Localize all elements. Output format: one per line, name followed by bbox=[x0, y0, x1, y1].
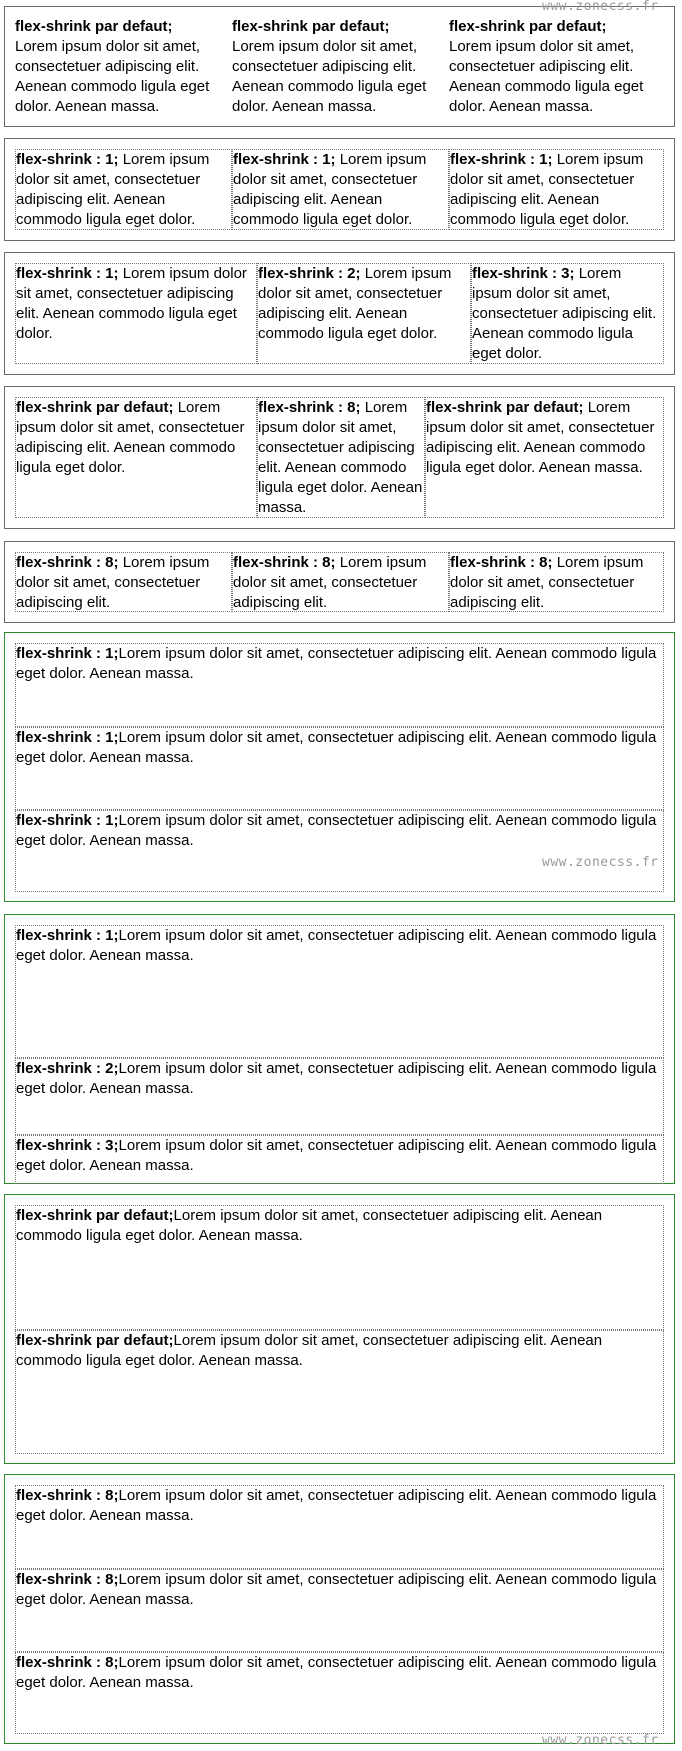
item-text: Lorem ipsum dolor sit amet, consectetuer adipiscing elit. Aenean commodo ligula eget dolor. Aenean massa. bbox=[16, 1060, 657, 1097]
item-label: flex-shrink : 8; bbox=[16, 1654, 119, 1671]
demo-box-1 bbox=[4, 6, 675, 127]
flex-item bbox=[15, 643, 664, 727]
flex-item bbox=[15, 1652, 664, 1734]
watermark-middle: www.zonecss.fr bbox=[542, 855, 659, 870]
demo-box-4 bbox=[4, 386, 675, 529]
flex-item bbox=[15, 925, 664, 1058]
item-text: Lorem ipsum dolor sit amet, consectetuer adipiscing elit. Aenean commodo ligula eget dolor. Aenean massa. bbox=[16, 1654, 657, 1691]
flex-item bbox=[15, 1135, 664, 1184]
item-text: Lorem ipsum dolor sit amet, consectetuer adipiscing elit. Aenean commodo ligula eget dolor. Aenean massa. bbox=[16, 927, 657, 964]
item-label: flex-shrink : 1; bbox=[16, 927, 119, 944]
item-label: flex-shrink : 2; bbox=[16, 1060, 119, 1077]
item-label: flex-shrink par defaut; bbox=[16, 399, 174, 416]
item-text: Lorem ipsum dolor sit amet, consectetuer adipiscing elit. Aenean commodo ligula eget dolor. Aenean massa. bbox=[16, 645, 657, 682]
item-text: Lorem ipsum dolor sit amet, consectetuer adipiscing elit. Aenean commodo ligula eget dolor. Aenean massa. bbox=[258, 399, 423, 516]
item-label: flex-shrink : 8; bbox=[16, 554, 119, 571]
demo-box-7 bbox=[4, 914, 675, 1184]
item-label: flex-shrink : 8; bbox=[16, 1487, 119, 1504]
item-label: flex-shrink : 1; bbox=[16, 812, 119, 829]
flex-item bbox=[232, 552, 449, 612]
item-label: flex-shrink : 1; bbox=[450, 151, 553, 168]
flex-item bbox=[15, 727, 664, 810]
item-label: flex-shrink : 3; bbox=[472, 265, 575, 282]
item-text: Lorem ipsum dolor sit amet, consectetuer adipiscing elit. Aenean commodo ligula eget dolor. bbox=[233, 151, 427, 228]
item-text: Lorem ipsum dolor sit amet, consectetuer adipiscing elit. Aenean commodo ligula eget dolor. Aenean massa. bbox=[232, 38, 427, 115]
flex-item bbox=[471, 263, 664, 364]
item-text: Lorem ipsum dolor sit amet, consectetuer adipiscing elit. Aenean commodo ligula eget dolor. bbox=[16, 151, 210, 228]
item-label: flex-shrink : 8; bbox=[450, 554, 553, 571]
flex-item bbox=[15, 17, 232, 136]
item-text: Lorem ipsum dolor sit amet, consectetuer adipiscing elit. Aenean commodo ligula eget dolor. Aenean massa. bbox=[16, 1207, 603, 1244]
flex-item bbox=[15, 1569, 664, 1652]
item-label: flex-shrink par defaut; bbox=[16, 1207, 174, 1224]
flex-item bbox=[232, 149, 449, 230]
item-label: flex-shrink : 1; bbox=[16, 645, 119, 662]
demo-box-9 bbox=[4, 1474, 675, 1744]
item-text: Lorem ipsum dolor sit amet, consectetuer adipiscing elit. Aenean commodo ligula eget dolor. Aenean massa. bbox=[426, 399, 655, 476]
item-text: Lorem ipsum dolor sit amet, consectetuer adipiscing elit. bbox=[450, 554, 644, 611]
flex-item bbox=[449, 149, 664, 230]
item-label: flex-shrink : 1; bbox=[16, 729, 119, 746]
flex-item bbox=[425, 397, 664, 518]
item-label: flex-shrink : 1; bbox=[16, 151, 119, 168]
flex-item bbox=[257, 397, 425, 518]
flex-item bbox=[15, 1485, 664, 1569]
flex-item bbox=[15, 552, 232, 612]
flex-item bbox=[15, 1058, 664, 1135]
flex-item bbox=[15, 1330, 664, 1454]
item-text: Lorem ipsum dolor sit amet, consectetuer adipiscing elit. Aenean commodo ligula eget dolor. Aenean massa. bbox=[15, 38, 210, 115]
item-text: Lorem ipsum dolor sit amet, consectetuer adipiscing elit. Aenean commodo ligula eget dolor. Aenean massa. bbox=[449, 38, 644, 115]
demo-box-8 bbox=[4, 1194, 675, 1464]
item-text: Lorem ipsum dolor sit amet, consectetuer adipiscing elit. Aenean commodo ligula eget dolor. bbox=[16, 399, 245, 476]
item-text: Lorem ipsum dolor sit amet, consectetuer adipiscing elit. Aenean commodo ligula eget dolor. Aenean massa. bbox=[16, 812, 657, 849]
flex-item bbox=[232, 17, 449, 136]
item-label: flex-shrink par defaut; bbox=[16, 1332, 174, 1349]
item-label: flex-shrink : 1; bbox=[233, 151, 336, 168]
flex-item bbox=[257, 263, 471, 364]
flex-item bbox=[449, 552, 664, 612]
item-text: Lorem ipsum dolor sit amet, consectetuer adipiscing elit. bbox=[16, 554, 210, 611]
item-text: Lorem ipsum dolor sit amet, consectetuer adipiscing elit. Aenean commodo ligula eget dolor. bbox=[16, 265, 247, 342]
item-label: flex-shrink par defaut; bbox=[449, 18, 607, 35]
item-label: flex-shrink : 1; bbox=[16, 265, 119, 282]
item-label: flex-shrink par defaut; bbox=[426, 399, 584, 416]
demo-box-3 bbox=[4, 252, 675, 375]
item-text: Lorem ipsum dolor sit amet, consectetuer adipiscing elit. Aenean commodo ligula eget dolor. bbox=[450, 151, 644, 228]
item-label: flex-shrink : 8; bbox=[16, 1571, 119, 1588]
flex-item bbox=[15, 810, 664, 892]
flex-item bbox=[15, 1205, 664, 1330]
item-label: flex-shrink : 8; bbox=[258, 399, 361, 416]
flex-item bbox=[449, 17, 664, 136]
flex-item bbox=[15, 149, 232, 230]
item-text: Lorem ipsum dolor sit amet, consectetuer adipiscing elit. Aenean commodo ligula eget dolor. Aenean massa. bbox=[16, 1571, 657, 1608]
item-text: Lorem ipsum dolor sit amet, consectetuer adipiscing elit. Aenean commodo ligula eget dolor. Aenean massa. bbox=[16, 1487, 657, 1524]
item-text: Lorem ipsum dolor sit amet, consectetuer adipiscing elit. Aenean commodo ligula eget dolor. Aenean massa. bbox=[16, 1332, 603, 1369]
watermark-bottom: www.zonecss.fr bbox=[542, 1733, 659, 1748]
item-label: flex-shrink par defaut; bbox=[232, 18, 390, 35]
item-text: Lorem ipsum dolor sit amet, consectetuer adipiscing elit. Aenean commodo ligula eget dolor. bbox=[258, 265, 452, 342]
item-label: flex-shrink : 8; bbox=[233, 554, 336, 571]
item-text: Lorem ipsum dolor sit amet, consectetuer adipiscing elit. Aenean commodo ligula eget dolor. Aenean massa. bbox=[16, 729, 657, 766]
flex-item bbox=[15, 263, 257, 364]
item-label: flex-shrink : 2; bbox=[258, 265, 361, 282]
item-label: flex-shrink : 3; bbox=[16, 1137, 119, 1154]
demo-box-5 bbox=[4, 541, 675, 623]
item-text: Lorem ipsum dolor sit amet, consectetuer adipiscing elit. Aenean commodo ligula eget dolor. bbox=[472, 265, 657, 362]
item-text: Lorem ipsum dolor sit amet, consectetuer adipiscing elit. Aenean commodo ligula eget dolor. Aenean massa. bbox=[16, 1137, 657, 1174]
item-text: Lorem ipsum dolor sit amet, consectetuer adipiscing elit. bbox=[233, 554, 427, 611]
demo-box-2 bbox=[4, 138, 675, 241]
watermark-top: www.zonecss.fr bbox=[542, 0, 659, 14]
flex-item bbox=[15, 397, 257, 518]
item-label: flex-shrink par defaut; bbox=[15, 18, 173, 35]
